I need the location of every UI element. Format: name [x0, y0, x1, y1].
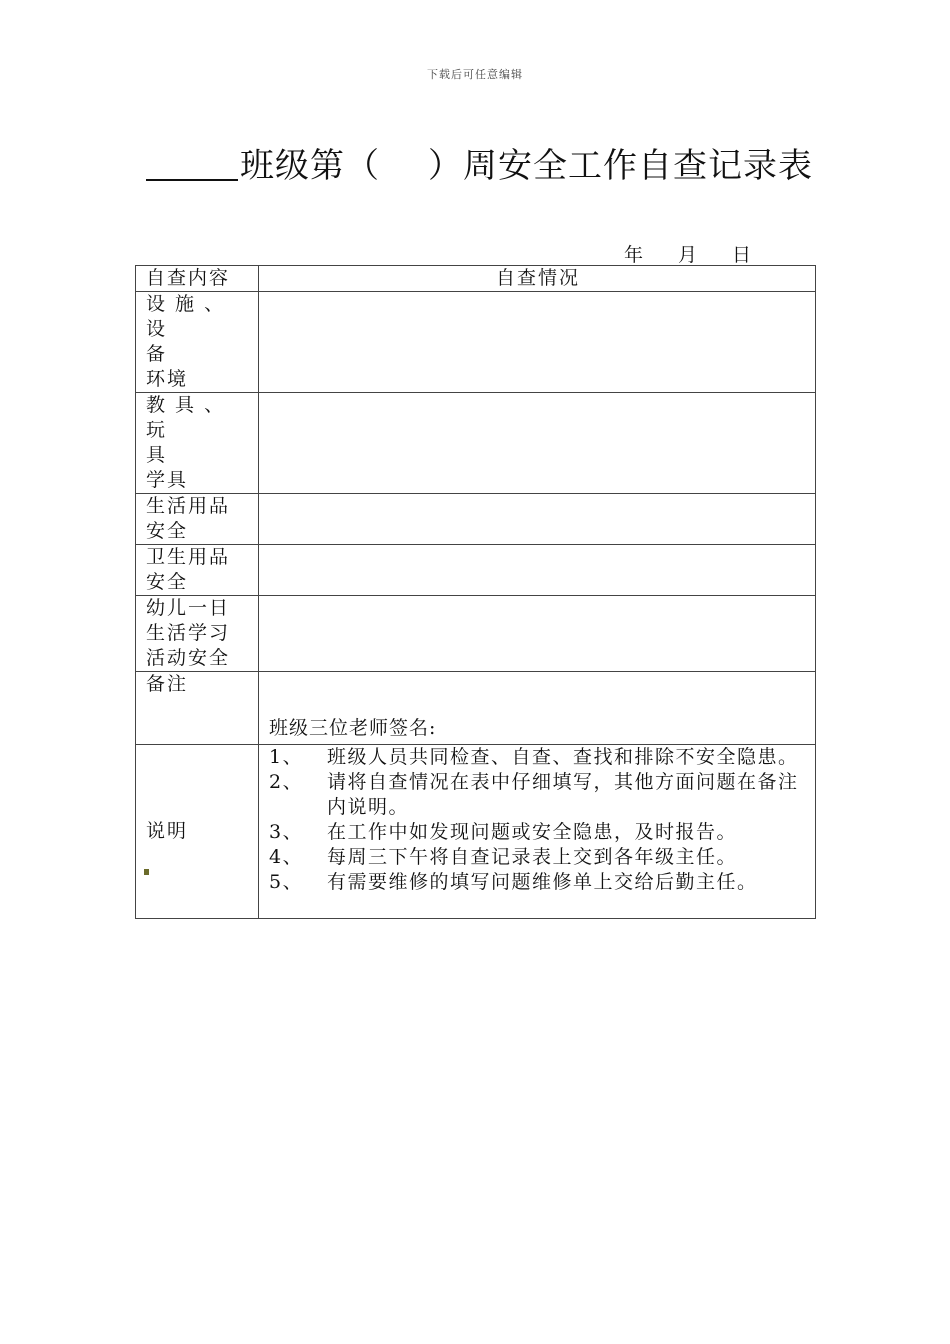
remarks-row — [136, 672, 816, 745]
self-check-table — [135, 265, 816, 919]
header-check-status: 自查情况 — [259, 266, 816, 292]
date-year: 年 — [624, 244, 645, 266]
notes-label: 说明 — [136, 745, 259, 919]
list-item: 2、 请将自查情况在表中仔细填写，其他方面问题在备注内说明。 — [269, 771, 799, 818]
page-title — [146, 140, 826, 192]
header-check-item: 自查内容 — [136, 266, 259, 292]
date-month: 月 — [678, 244, 699, 266]
notes-content — [259, 745, 816, 919]
row-content-teaching-aids[interactable] — [259, 393, 816, 494]
row-label-facilities: 设 施 、 设 备 环境 — [136, 292, 259, 393]
row-label-hygiene-supplies: 卫生用品 安全 — [136, 545, 259, 596]
row-label-child-activities: 幼儿一日 生活学习 活动安全 — [136, 596, 259, 672]
remarks-content[interactable] — [259, 672, 816, 745]
row-label-teaching-aids: 教 具 、 玩 具 学具 — [136, 393, 259, 494]
class-name-blank[interactable] — [146, 143, 238, 181]
notes-list — [269, 745, 807, 895]
list-item: 4、 每周三下午将自查记录表上交到各年级主任。 — [269, 846, 738, 868]
notes-row — [136, 745, 816, 919]
date-day: 日 — [732, 244, 753, 266]
row-label-daily-supplies: 生活用品 安全 — [136, 494, 259, 545]
anchor-marker-icon — [144, 869, 149, 875]
row-content-daily-supplies[interactable] — [259, 494, 816, 545]
list-item: 5、 有需要维修的填写问题维修单上交给后勤主任。 — [269, 871, 758, 893]
row-content-child-activities[interactable] — [259, 596, 816, 672]
list-item: 1、 班级人员共同检查、自查、查找和排除不安全隐患。 — [269, 746, 799, 768]
table-row — [136, 292, 816, 393]
row-content-hygiene-supplies[interactable] — [259, 545, 816, 596]
table-row — [136, 545, 816, 596]
date-line — [624, 240, 786, 267]
table-header-row — [136, 266, 816, 292]
table-row — [136, 494, 816, 545]
title-part2: ）周安全工作自查记录表 — [428, 146, 813, 186]
list-item: 3、 在工作中如发现问题或安全隐患，及时报告。 — [269, 821, 738, 843]
title-part1: 班级第（ — [240, 146, 380, 186]
header-note: 下载后可任意编辑 — [427, 68, 523, 81]
table-row — [136, 596, 816, 672]
table-row — [136, 393, 816, 494]
row-content-facilities[interactable] — [259, 292, 816, 393]
remarks-label: 备注 — [136, 672, 259, 745]
teacher-signature-label: 班级三位老师签名: — [269, 717, 437, 739]
